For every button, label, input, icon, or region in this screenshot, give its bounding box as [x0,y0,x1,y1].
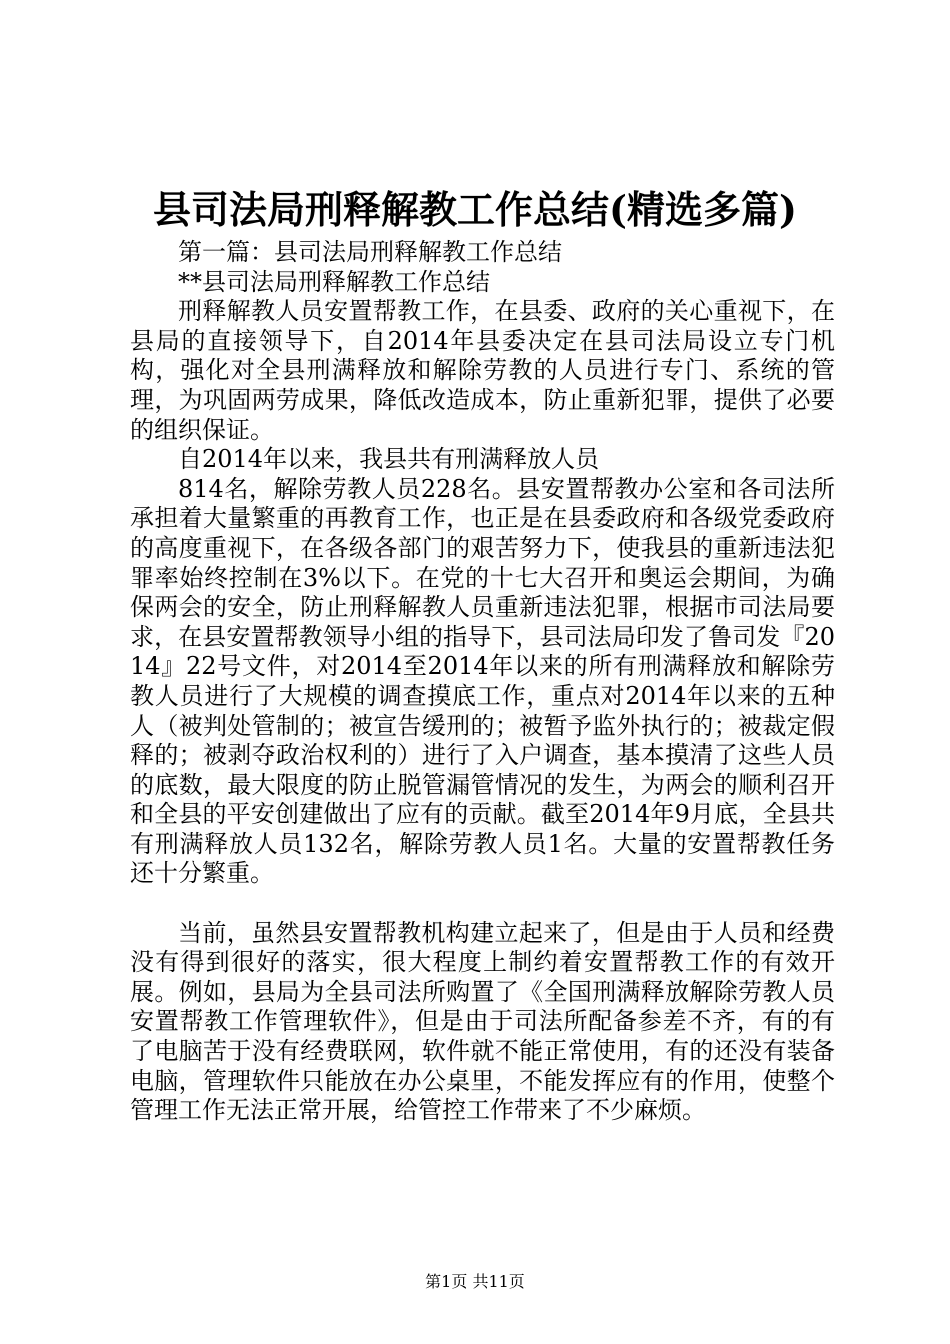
paragraph: 自2014年以来，我县共有刑满释放人员 [178,445,600,474]
paragraph: 814名，解除劳教人员228名。县安置帮教办公室和各司法所承担着大量繁重的再教育工作，也正是在县委政府和各级党委政府的高度重视下，在各级各部门的艰苦努力下，使我县的重新违法犯罪率始终控制在3%以下。在党的十七大召开和奥运会期间，为确保两会的安全，防止刑释解教人员重新违法犯罪，根据市司法局要求，在县安置帮教领导小组的指导下，县司法局印发了鲁司发『2014』22号文件，对2014至2014年以来的所有刑满释放和解除劳教人员进行了大规模的调查摸底工作，重点对2014年以来的五种人（被判处管制的；被宣告缓刑的；被暂予监外执行的；被裁定假释的；被剥夺政治权利的）进行了入户调查，基本摸清了这些人员的底数，最大限度的防止脱管漏管情况的发生，为两会的顺利召开和全县的平安创建做出了应有的贡献。截至2014年9月底，全县共有刑满释放人员132名，解除劳教人员1名。大量的安置帮教任务还十分繁重。 [130,474,835,888]
document-body [130,238,835,1126]
paragraph: 当前，虽然县安置帮教机构建立起来了，但是由于人员和经费没有得到很好的落实，很大程度上制约着安置帮教工作的有效开展。例如，县局为全县司法所购置了《全国刑满释放解除劳教人员安置帮教工作管理软件》，但是由于司法所配备参差不齐，有的有了电脑苦于没有经费联网，软件就不能正常使用，有的还没有装备电脑，管理软件只能放在办公桌里，不能发挥应有的作用，使整个管理工作无法正常开展，给管控工作带来了不少麻烦。 [130,918,835,1125]
paragraph: 刑释解教人员安置帮教工作，在县委、政府的关心重视下，在县局的直接领导下，自2014年县委决定在县司法局设立专门机构，强化对全县刑满释放和解除劳教的人员进行专门、系统的管理，为巩固两劳成果，降低改造成本，防止重新犯罪，提供了必要的组织保证。 [130,297,835,444]
page-footer: 第1页 共11页 [425,1272,525,1291]
subsection-heading: **县司法局刑释解教工作总结 [178,267,490,296]
section-heading: 第一篇：县司法局刑释解教工作总结 [178,238,562,266]
document-title: 县司法局刑释解教工作总结(精选多篇) [153,187,797,232]
